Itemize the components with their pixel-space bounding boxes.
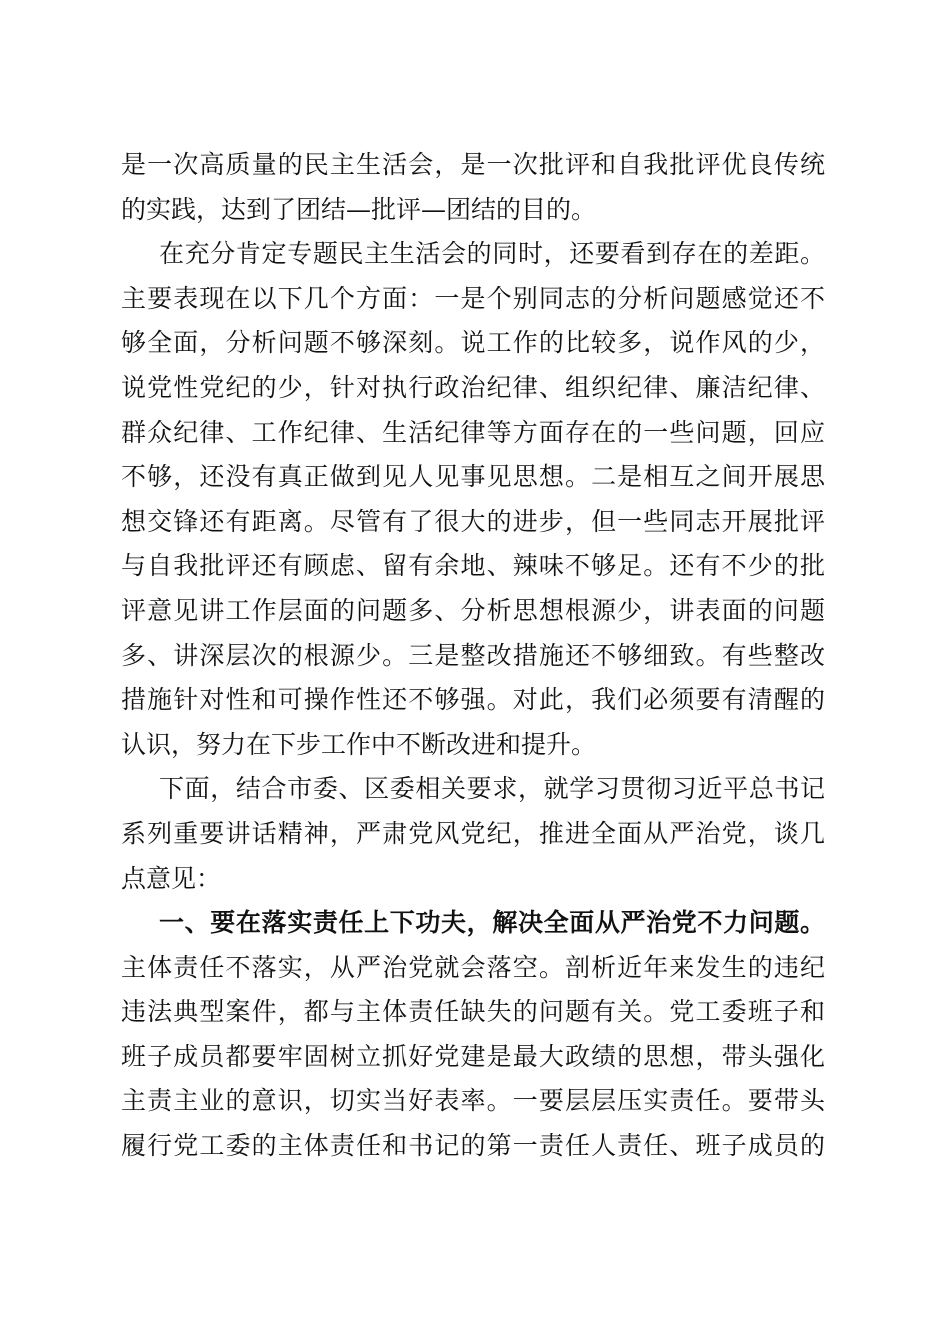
paragraph-line: 的实践，达到了团结—批评—团结的目的。 — [121, 194, 597, 224]
paragraph-line: 够全面，分析问题不够深刻。说工作的比较多，说作风的少， — [121, 328, 825, 358]
paragraph-line: 主要表现在以下几个方面：一是个别同志的分析问题感觉还不 — [121, 283, 825, 313]
paragraph-line: 认识，努力在下步工作中不断改进和提升。 — [121, 729, 597, 759]
paragraph-line: 群众纪律、工作纪律、生活纪律等方面存在的一些问题，回应 — [121, 417, 825, 447]
paragraph-line: 措施针对性和可操作性还不够强。对此，我们必须要有清醒的 — [121, 685, 825, 715]
paragraph-line: 违法典型案件，都与主体责任缺失的问题有关。党工委班子和 — [121, 997, 825, 1027]
paragraph-line: 说党性党纪的少，针对执行政治纪律、组织纪律、廉洁纪律、 — [121, 372, 825, 402]
paragraph-line: 点意见： — [121, 863, 222, 893]
paragraph-line: 多、讲深层次的根源少。三是整改措施还不够细致。有些整改 — [121, 640, 825, 670]
paragraph-line: 与自我批评还有顾虑、留有余地、辣味不够足。还有不少的批 — [121, 551, 825, 581]
paragraph-line: 想交锋还有距离。尽管有了很大的进步，但一些同志开展批评 — [121, 506, 825, 536]
paragraph-line: 系列重要讲话精神，严肃党风党纪，推进全面从严治党，谈几 — [121, 818, 825, 848]
paragraph-line: 是一次高质量的民主生活会，是一次批评和自我批评优良传统 — [121, 150, 825, 179]
document-page — [121, 143, 825, 1169]
paragraph-line: 不够，还没有真正做到见人见事见思想。二是相互之间开展思 — [121, 462, 825, 492]
paragraph-line: 在充分肯定专题民主生活会的同时，还要看到存在的差距。 — [159, 239, 825, 269]
paragraph-line: 班子成员都要牢固树立抓好党建是最大政绩的思想，带头强化 — [121, 1041, 825, 1071]
paragraph-line: 评意见讲工作层面的问题多、分析思想根源少，讲表面的问题 — [121, 595, 825, 625]
paragraph-line: 下面，结合市委、区委相关要求，就学习贯彻习近平总书记 — [159, 774, 825, 804]
paragraph-line: 主责主业的意识，切实当好表率。一要层层压实责任。要带头 — [121, 1086, 825, 1116]
paragraph-line: 主体责任不落实，从严治党就会落空。剖析近年来发生的违纪 — [121, 952, 825, 982]
paragraph-line: 履行党工委的主体责任和书记的第一责任人责任、班子成员的 — [121, 1131, 825, 1161]
section-heading-line: 一、要在落实责任上下功夫，解决全面从严治党不力问题。 — [159, 908, 825, 938]
